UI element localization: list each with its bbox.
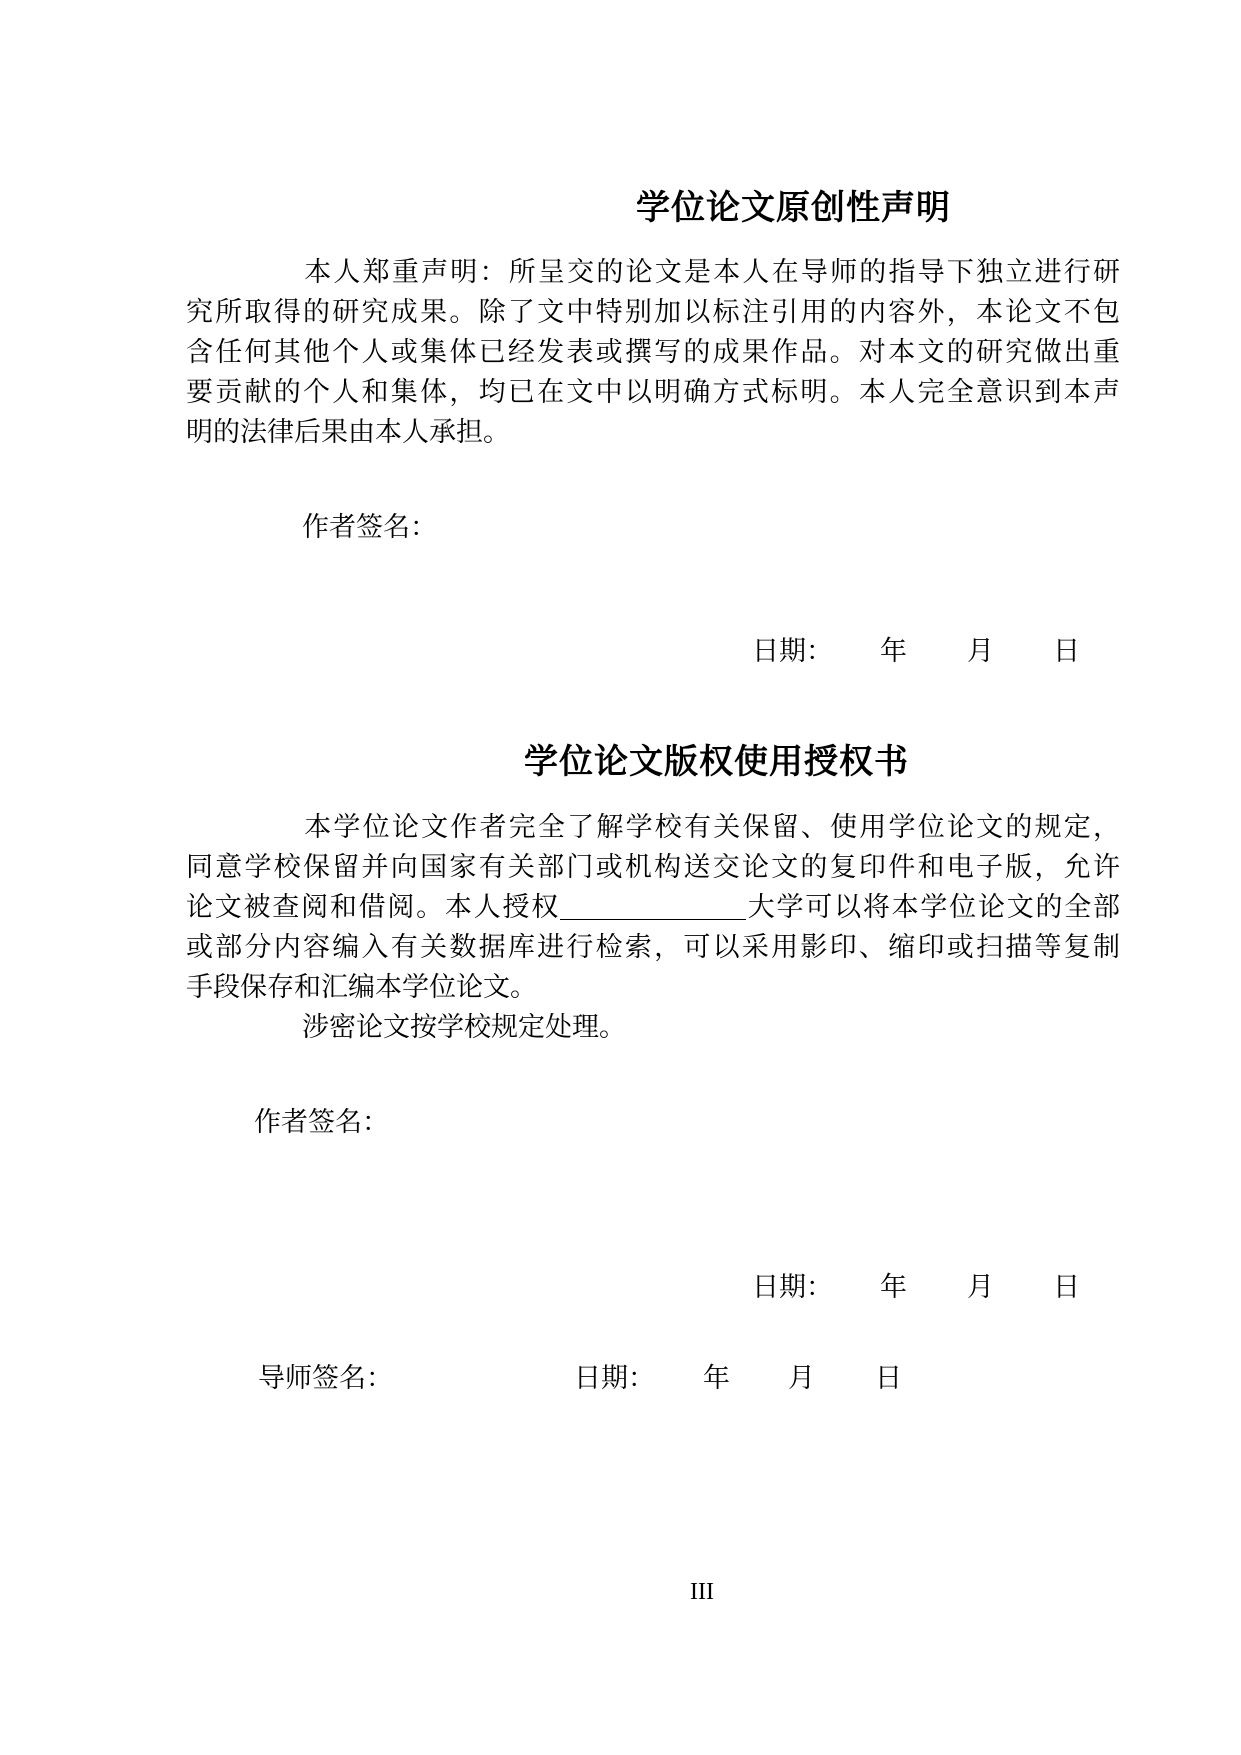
year-label: 年 (880, 636, 907, 667)
advisor-date-label: 日期： (574, 1363, 655, 1394)
paragraph-line: 本学位论文作者完全了解学校有关保留、使用学位论文的规定， (302, 812, 1120, 843)
day-label: 日 (1053, 636, 1080, 667)
paragraph-line: 或部分内容编入有关数据库进行检索，可以采用影印、缩印或扫描等复制 (186, 932, 1120, 963)
authorization-title: 学位论文版权使用授权书 (524, 742, 909, 782)
month-label: 月 (967, 1272, 994, 1303)
paragraph-line: 本人郑重声明：所呈交的论文是本人在导师的指导下独立进行研 (302, 257, 1120, 288)
advisor-month-label: 月 (788, 1363, 815, 1394)
advisor-day-label: 日 (875, 1363, 902, 1394)
declaration-paragraph (186, 253, 1120, 453)
month-label: 月 (967, 636, 994, 667)
university-name-blank[interactable] (560, 891, 746, 920)
paragraph-line: 手段保存和汇编本学位论文。 (186, 972, 537, 1003)
paragraph-line: 要贡献的个人和集体，均已在文中以明确方式标明。本人完全意识到本声 (186, 377, 1120, 408)
paragraph-line: 涉密论文按学校规定处理。 (302, 1012, 626, 1043)
day-label: 日 (1053, 1272, 1080, 1303)
paragraph-line: 同意学校保留并向国家有关部门或机构送交论文的复印件和电子版，允许 (186, 852, 1120, 883)
paragraph-line: 究所取得的研究成果。除了文中特别加以标注引用的内容外，本论文不包 (186, 297, 1120, 328)
advisor-signature-label: 导师签名： (258, 1363, 393, 1394)
date-label: 日期： (752, 636, 833, 667)
author-signature-label: 作者签名： (302, 512, 437, 543)
author-signature-label: 作者签名： (254, 1107, 389, 1138)
authorization-paragraph (186, 808, 1120, 1048)
date-label: 日期： (752, 1272, 833, 1303)
paragraph-line: 论文被查阅和借阅。本人授权 大学可以将本学位论文的全部 (186, 892, 1120, 923)
paragraph-line: 含任何其他个人或集体已经发表或撰写的成果作品。对本文的研究做出重 (186, 337, 1120, 368)
declaration-title: 学位论文原创性声明 (636, 188, 951, 228)
advisor-year-label: 年 (703, 1363, 730, 1394)
paragraph-line: 明的法律后果由本人承担。 (186, 417, 510, 448)
year-label: 年 (880, 1272, 907, 1303)
page-number: III (690, 1579, 714, 1605)
